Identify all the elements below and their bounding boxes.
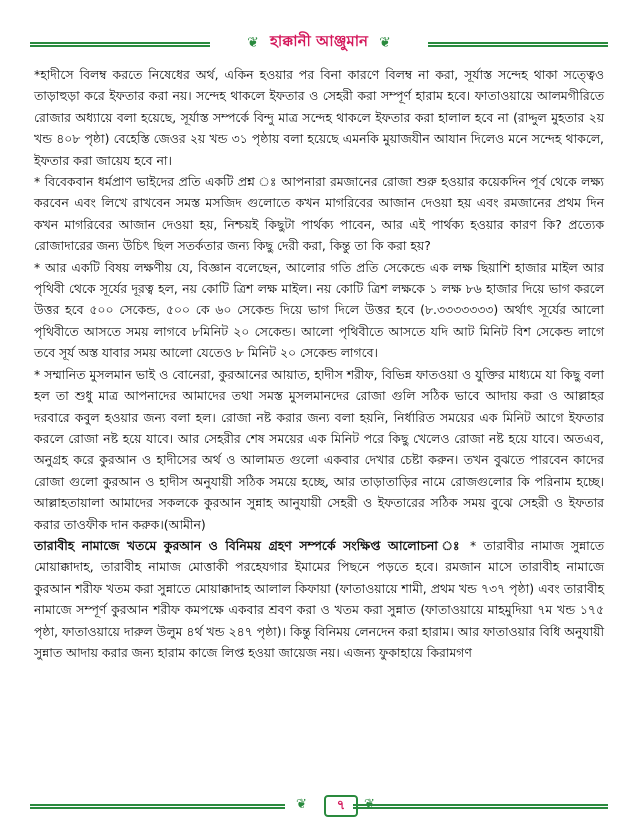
paragraph-3: * আর একটি বিষয় লক্ষণীয় যে, বিজ্ঞান বলেছেন, আলোর গতি প্রতি সেকেন্ডে এক লক্ষ ছিয়াশি হাজার মাইল আর পৃথিবী থেকে সূর্যের দূরত্ব হল, নয় কোটি ত্রিশ লক্ষ মাইল। নয় কোটি ত্রিশ লক্ষকে ১ লক্ষ ৮৬ হাজার দিয়ে ভাগ করলে উত্তর হবে ৫০০ সেকেন্ড, ৫০০ কে ৬০ সেকেন্ড দিয়ে ভাগ দিলে উত্তর হবে (৮.৩৩৩৩৩৩৩) অর্থাৎ সূর্যের আলো পৃথিবীতে আসতে সময় লাগবে ৮মিনিট ২০ সেকেন্ড। আলো পৃথিবীতে আসতে যদি আট মিনিট বিশ সেকেন্ড লাগে তবে সূর্য অস্ত যাবার সময় আলো যেতেও ৮ মিনিট ২০ সেকেন্ড লাগবে। (34, 259, 604, 361)
section-heading: তারাবীহ নামাজে খতমে কুরআন ও বিনিময় গ্রহণ সম্পর্কে সংক্ষিপ্ত আলোচনা ঃ (34, 537, 463, 553)
paragraph-1: *হাদীসে বিলম্ব করতে নিষেধের অর্থ, একিন হওয়ার পর বিনা কারণে বিলম্ব না করা, সূর্যাস্ত সন্দেহ থাকা সত্ত্বেও তাড়াহুড়া করে ইফতার করা নয়। সন্দেহ থাকলে ইফতার ও সেহরী করা সম্পূর্ণ হারাম হবে। ফাতাওয়ায়ে আলমগীরিতে রোজার অধ্যায়ে বলা হয়েছে, সূর্যাস্ত সম্পর্কে বিন্দু মাত্র সন্দেহ থাকলে ইফতার করা হালাল হবে না (রাদ্দুল মুহতার ২য় খন্ড ৪০৮ পৃষ্ঠা) বেহেস্তি জেওর ২য় খন্ড ৩১ পৃষ্ঠায় বলা হয়েছে এমনকি মুয়াজযীন আযান দিলেও মনে সন্দেহ থাকলে, ইফতার করা জায়েয হবে না। (34, 67, 604, 168)
header-title-wrap (220, 30, 418, 55)
paragraph-4: * সম্মানিত মুসলমান ভাই ও বোনেরা, কুরআনের আয়াত, হাদীস শরীফ, বিভিন্ন ফাতওয়া ও যুক্তির মাধ্যমে যা কিছু বলা হল তা শুধু মাত্র আপনাদের আমাদের তথা সমস্ত মুসলমানদের রোজা গুলি সঠিক ভাবে আদায় করা ও আল্লাহর দরবারে কবুল হওয়ার জন্য বলা হল। রোজা নষ্ট করার জন্য বলা হয়নি, নির্ধারিত সময়ের এক মিনিট আগে ইফতার করলে রোজা নষ্ট হয়ে যাবে। আর সেহরীর শেষ সময়ের এক মিনিট পরে কিছু খেলেও রোজা নষ্ট হয়ে যাবে। অতএব, অনুগ্রহ করে কুরআন ও হাদীসের অর্থ ও আলামত গুলো একবার দেখার চেষ্টা করুন। তখন বুঝতে পারবেন কাদের রোজা গুলো কুরআন ও হাদীস অনুযায়ী সঠিক সময়ে হচ্ছে, আর তাড়াতাড়ির নামে রোজগুলোর কি পরিনাম হচ্ছে। আল্লাহতায়ালা আমাদের সকলকে কুরআন সুন্নাহ আনুযায়ী সেহরী ও ইফতারের সঠিক সময় বুঝে সেহরী ও ইফতার করার তাওফীক দান করুক।(আমীন) (34, 366, 604, 532)
page-header (30, 30, 608, 56)
footer-rule-left (30, 804, 285, 809)
header-rule-left (30, 42, 210, 47)
leaf-ornament-icon: ❦ (247, 34, 259, 51)
leaf-ornament-icon: ❦ (296, 797, 307, 812)
leaf-ornament-icon: ❦ (364, 797, 375, 812)
paragraph-5-body: * তারাবীর নামাজ সুন্নাতে মোয়াক্কাদাহ, তারাবীহ নামাজ মোত্তাকী পরহেযগার ইমামের পিছনে পড়তে হবে। রমজান মাসে তারাবীহ নামাজে কুরআন শরীফ খতম করা সুন্নাতে মোয়াক্কাদাহ আলাল কিফায়া (ফাতাওয়ায়ে শামী, প্রথম খন্ড ৭৩৭ পৃষ্ঠা) এবং তারাবীহ নামাজে সম্পূর্ণ কুরআন শরীফ কমপক্ষে একবার শ্রবণ করা ও খতম করা সুন্নাত (ফাতাওয়ায়ে মাহমুদিয়া ৭ম খন্ড ১৭৫ পৃষ্ঠা, ফাতাওয়ায়ে দারুল উলুম ৪র্থ খন্ড ২৪৭ পৃষ্ঠা)। কিন্তু বিনিময় লেনদেন করা হারাম। আর ফাতাওয়ার বিধি অনুযায়ী সুন্নাত আদায় করার জন্য হারাম কাজে লিপ্ত হওয়া জায়েজ নয়। এজন্য ফুকাহায়ে কিরামগণ (34, 537, 604, 660)
page-title: হাক্কানী আঞ্জুমান (269, 32, 369, 50)
page-number: ৭ (324, 795, 358, 817)
paragraph-5 (34, 535, 604, 663)
header-rule-right (428, 42, 608, 47)
article-body (34, 64, 604, 663)
paragraph-2: * বিবেকবান ধর্মপ্রাণ ভাইদের প্রতি একটি প্রশ্ন ঃ আপনারা রমজানের রোজা শুরু হওয়ার কয়েকদিন পূর্ব থেকে লক্ষ্য করবেন এবং লিখে রাখবেন সমস্ত মসজিদ গুলোতে কখন মাগরিবের আজান দেওয়া হয় এবং রমজানের প্রথম দিন কখন মাগরিবের আজান দেওয়া হয়, নিশ্চয়ই কিছুটা পার্থক্য পাবেন, আর এই পার্থক্য হওয়ার কারণ কি? প্রত্যেক রোজাদারের জন্য উচিৎ ছিল সতর্কতার জন্য কিছু দেরী করা, কিন্তু তা কি করা হয়? (34, 174, 604, 254)
leaf-ornament-icon: ❦ (379, 34, 391, 51)
footer-rule-right (353, 804, 608, 809)
page-footer (30, 795, 608, 817)
